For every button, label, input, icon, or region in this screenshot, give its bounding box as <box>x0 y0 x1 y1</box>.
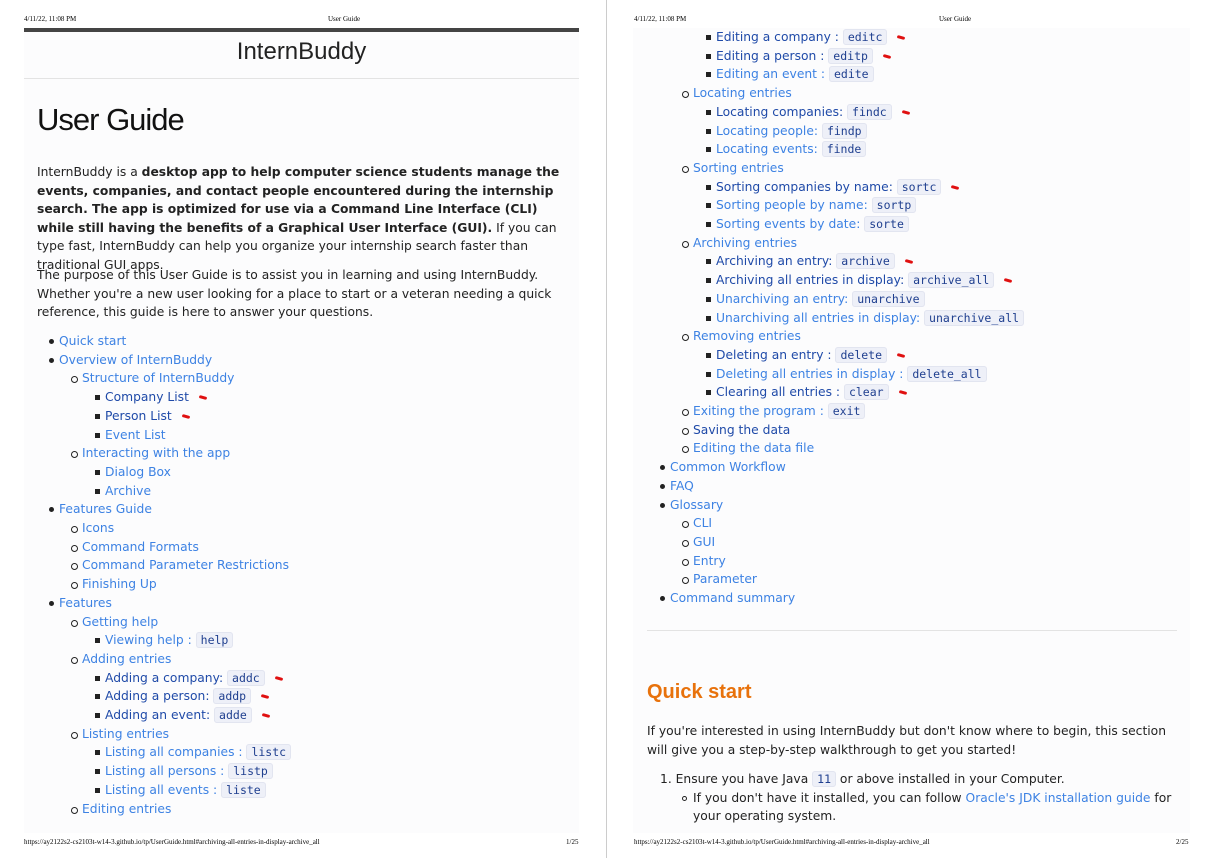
step-text: Ensure you have Java <box>675 772 813 786</box>
quick-start-steps <box>660 770 1180 826</box>
toc-link[interactable]: Overview of InternBuddy <box>59 352 213 367</box>
toc-link[interactable]: Entry <box>693 553 726 568</box>
toc-link[interactable]: Dialog Box <box>105 464 171 479</box>
toc-link[interactable]: Adding entries <box>82 651 172 666</box>
toc-link[interactable]: Removing entries <box>693 329 801 344</box>
page-title: User Guide <box>37 102 184 137</box>
red-annotation-mark <box>901 110 910 115</box>
toc-item <box>670 365 1024 384</box>
command-code[interactable]: clear <box>844 384 889 400</box>
toc-link[interactable]: Company List <box>105 390 189 405</box>
command-code[interactable]: editc <box>843 29 888 45</box>
step-number: 1. <box>660 772 672 786</box>
toc-link[interactable]: Editing a person : <box>716 48 829 63</box>
toc-link[interactable]: Common Workflow <box>670 460 786 475</box>
toc-list-right <box>670 28 1024 608</box>
toc-link[interactable]: Sorting events by date: <box>716 217 865 232</box>
print-datetime-2: 4/11/22, 11:08 PM <box>634 15 687 23</box>
toc-link[interactable]: Archiving entries <box>693 235 797 250</box>
command-code[interactable]: archive_all <box>908 272 994 288</box>
header-divider <box>24 78 579 79</box>
toc-link[interactable]: Event List <box>105 427 166 442</box>
section-divider <box>647 630 1177 631</box>
toc-item <box>59 800 291 819</box>
command-code[interactable]: delete <box>835 347 887 363</box>
toc-item <box>670 439 1024 458</box>
command-code[interactable]: unarchive <box>852 291 924 307</box>
toc-item <box>59 482 291 501</box>
toc-item <box>59 631 291 650</box>
command-code[interactable]: sortc <box>897 179 942 195</box>
toc-item <box>670 252 1024 271</box>
toc-item <box>59 426 291 445</box>
red-annotation-mark <box>261 694 270 699</box>
toc-item <box>670 178 1024 197</box>
red-annotation-mark <box>181 414 190 419</box>
toc-link[interactable]: GUI <box>693 534 716 549</box>
toc-item <box>59 556 291 575</box>
toc-link[interactable]: Quick start <box>59 334 127 348</box>
site-header-bar <box>24 28 579 32</box>
command-code[interactable]: help <box>196 632 234 648</box>
toc-item <box>670 65 1024 84</box>
page-number-2: 2/25 <box>1176 838 1189 846</box>
toc-link[interactable]: Icons <box>82 521 115 536</box>
command-code[interactable]: unarchive_all <box>924 310 1024 326</box>
toc-link[interactable]: Locating people: <box>716 123 822 138</box>
toc-item <box>670 552 1024 571</box>
toc-item <box>670 421 1024 440</box>
red-annotation-mark <box>951 185 960 190</box>
command-code[interactable]: addc <box>227 670 265 686</box>
toc-link[interactable]: Person List <box>105 408 172 423</box>
toc-item <box>59 538 291 557</box>
toc-link[interactable]: Editing a company : <box>716 30 843 44</box>
red-annotation-mark <box>904 259 913 264</box>
toc-link[interactable]: Command Formats <box>82 539 199 554</box>
toc-item <box>59 369 291 388</box>
step-text-2: or above installed in your Computer. <box>836 772 1065 786</box>
command-code[interactable]: exit <box>828 403 866 419</box>
sub-text-2: for your operating system. <box>693 790 1172 824</box>
toc-item <box>670 477 1024 496</box>
toc-link[interactable]: Locating entries <box>693 86 792 101</box>
toc-link[interactable]: Locating companies: <box>716 104 848 119</box>
toc-link[interactable]: Unarchiving all entries in display: <box>716 310 925 325</box>
command-code[interactable]: findp <box>822 123 867 139</box>
step-1-sublist <box>693 789 1180 826</box>
red-annotation-mark <box>898 390 907 395</box>
toc-item <box>670 84 1024 103</box>
command-code[interactable]: edite <box>829 66 874 82</box>
toc-item <box>670 533 1024 552</box>
intro-bold: desktop app to help computer science students manage the events, companies, and contact people encountered during the internship search. The app is optimized for use via a Command Line Interface (CLI) while still having the benefits of a Graphical User Interface (GUI). <box>37 165 560 235</box>
print-url: https://ay2122s2-cs2103t-w14-3.github.io/tp/UserGuide.html#archiving-all-entries-in-display-archive_all <box>24 838 320 846</box>
toc-item <box>59 650 291 669</box>
toc-link[interactable]: Parameter <box>693 572 757 587</box>
toc-item <box>670 346 1024 365</box>
toc-item <box>670 215 1024 234</box>
jdk-guide-link[interactable]: Oracle's JDK installation guide <box>965 790 1151 805</box>
print-title-2: User Guide <box>939 15 972 23</box>
toc-link[interactable]: Adding an event: <box>105 708 215 723</box>
toc-link[interactable]: Archiving an entry: <box>716 254 837 269</box>
print-title: User Guide <box>328 15 361 23</box>
command-code[interactable]: listc <box>246 744 291 760</box>
site-title[interactable]: InternBuddy <box>236 38 367 65</box>
toc-item <box>670 159 1024 178</box>
toc-item <box>59 575 291 594</box>
toc-item <box>670 28 1024 47</box>
toc-item <box>670 458 1024 477</box>
page-number-1: 1/25 <box>566 838 579 846</box>
step-1-sub <box>693 789 1180 826</box>
toc-link[interactable]: FAQ <box>670 478 694 493</box>
toc-item <box>670 103 1024 122</box>
command-code[interactable]: findc <box>847 104 892 120</box>
toc-link[interactable]: Deleting all entries in display : <box>716 366 908 381</box>
red-annotation-mark <box>883 54 892 59</box>
command-code[interactable]: sortp <box>872 197 917 213</box>
toc-link[interactable]: Editing entries <box>82 801 172 816</box>
toc-item <box>59 463 291 482</box>
toc-item <box>59 706 291 725</box>
toc-item <box>670 589 1024 608</box>
red-annotation-mark <box>1004 278 1013 283</box>
intro-text-2: If you can type fast, InternBuddy can help you organize your internship search faster than traditional GUI apps. <box>37 220 557 272</box>
red-annotation-mark <box>897 35 906 40</box>
toc-item <box>670 402 1024 421</box>
toc-link[interactable]: Features <box>59 595 112 610</box>
toc-link[interactable]: Sorting entries <box>693 160 784 175</box>
red-annotation-mark <box>897 353 906 358</box>
toc-item <box>670 514 1024 533</box>
toc-link[interactable]: Getting help <box>82 614 159 629</box>
toc-link[interactable]: Features Guide <box>59 502 152 517</box>
toc-link[interactable]: Deleting an entry : <box>716 347 836 362</box>
toc-link[interactable]: Adding a company: <box>105 670 228 685</box>
toc-item <box>670 271 1024 290</box>
toc-link[interactable]: Sorting companies by name: <box>716 179 897 194</box>
command-code[interactable]: addp <box>213 688 251 704</box>
toc-item <box>670 196 1024 215</box>
toc-link[interactable]: Saving the data <box>693 422 791 437</box>
toc-item <box>59 407 291 426</box>
toc-link[interactable]: CLI <box>693 516 713 531</box>
print-url-2: https://ay2122s2-cs2103t-w14-3.github.io/tp/UserGuide.html#archiving-all-entries-in-display-archive_all <box>634 838 930 846</box>
command-code[interactable]: delete_all <box>907 366 986 382</box>
java-version-code: 11 <box>812 771 836 787</box>
toc-link[interactable]: Clearing all entries : <box>716 385 844 400</box>
red-annotation-mark <box>274 676 283 681</box>
toc-item <box>670 327 1024 346</box>
toc-item <box>670 140 1024 159</box>
sub-text: If you don't have it installed, you can follow <box>693 790 966 805</box>
toc-link[interactable]: Unarchiving an entry: <box>716 291 853 306</box>
purpose-paragraph: The purpose of this User Guide is to assist you in learning and using InternBuddy. Whether you're a new user looking for a place to start or a veteran needing a quick reference, this guide is here to answer your questions. <box>37 268 552 320</box>
toc-item <box>670 290 1024 309</box>
red-annotation-mark <box>261 713 270 718</box>
command-code[interactable]: editp <box>828 48 873 64</box>
red-annotation-mark <box>199 395 208 400</box>
toc-item <box>59 500 291 519</box>
toc-item <box>670 47 1024 66</box>
toc-link[interactable]: Exiting the program : <box>693 404 828 419</box>
command-code[interactable]: archive <box>836 253 894 269</box>
step-1 <box>660 770 1180 826</box>
toc-link[interactable]: Finishing Up <box>82 577 157 592</box>
toc-link[interactable]: Adding a person: <box>105 689 214 704</box>
toc-link[interactable]: Listing all companies : <box>105 745 247 760</box>
toc-item <box>59 351 291 370</box>
page-divider <box>606 0 607 858</box>
toc-item <box>670 496 1024 515</box>
toc-item <box>59 388 291 407</box>
toc-item <box>59 781 291 800</box>
intro-paragraph <box>37 163 567 275</box>
toc-item <box>670 570 1024 589</box>
toc-link[interactable]: Viewing help : <box>105 633 196 648</box>
toc-item <box>670 383 1024 402</box>
toc-link[interactable]: Listing all events : <box>105 782 222 797</box>
toc-link[interactable]: Archive <box>105 483 152 498</box>
toc-link[interactable]: Listing entries <box>82 726 170 741</box>
toc-item <box>59 762 291 781</box>
command-code[interactable]: finde <box>822 141 867 157</box>
toc-item <box>670 309 1024 328</box>
toc-link[interactable]: Command Parameter Restrictions <box>82 558 289 573</box>
print-datetime: 4/11/22, 11:08 PM <box>24 15 77 23</box>
toc-link[interactable]: Structure of InternBuddy <box>82 371 235 386</box>
toc-link[interactable]: Archiving all entries in display: <box>716 273 909 288</box>
command-code[interactable]: adde <box>214 707 252 723</box>
toc-item <box>59 743 291 762</box>
toc-item <box>59 669 291 688</box>
command-code[interactable]: sorte <box>864 216 909 232</box>
toc-link[interactable]: Locating events: <box>716 142 822 157</box>
toc-list-left <box>59 332 291 818</box>
quick-start-heading: Quick start <box>647 681 752 703</box>
intro-text: InternBuddy is a <box>37 165 142 179</box>
toc-link[interactable]: Glossary <box>670 497 724 512</box>
toc-item <box>59 519 291 538</box>
command-code[interactable]: liste <box>221 782 266 798</box>
toc-link[interactable]: Sorting people by name: <box>716 198 872 213</box>
toc-item <box>670 234 1024 253</box>
toc-item <box>59 594 291 613</box>
toc-item <box>670 122 1024 141</box>
toc-item <box>59 687 291 706</box>
toc-link[interactable]: Editing the data file <box>693 441 815 456</box>
toc-link[interactable]: Interacting with the app <box>82 446 231 461</box>
quick-start-intro: If you're interested in using InternBuddy but don't know where to begin, this section will give you a step-by-step walkthrough to get you started! <box>647 724 1167 757</box>
toc-link[interactable]: Editing an event : <box>716 67 829 82</box>
toc-link[interactable]: Listing all persons : <box>105 764 229 779</box>
command-code[interactable]: listp <box>228 763 273 779</box>
toc-item <box>59 613 291 632</box>
toc-link[interactable]: Command summary <box>670 591 796 606</box>
toc-item <box>59 332 291 351</box>
toc-item <box>59 725 291 744</box>
toc-item <box>59 444 291 463</box>
bullet-icon <box>682 796 687 801</box>
